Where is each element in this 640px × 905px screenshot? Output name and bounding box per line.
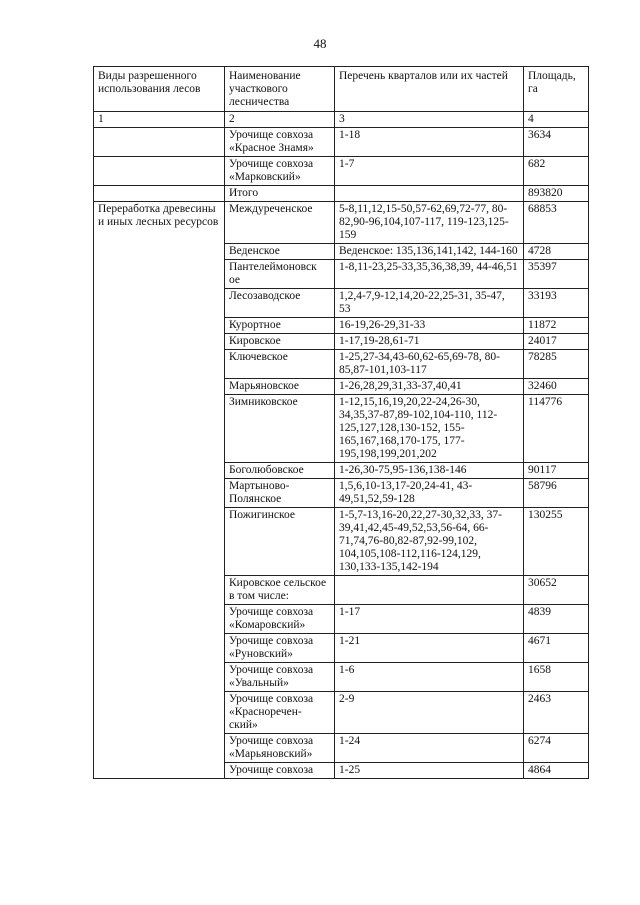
area-cell: 4864 [524, 763, 589, 779]
quarters-cell: 1-25,27-34,43-60,62-65,69-78, 80-85,87-101,103-117 [335, 350, 524, 379]
forestry-name-cell: Лесозаводское [225, 289, 335, 318]
quarters-cell: 1-18 [335, 128, 524, 157]
area-cell: 4671 [524, 634, 589, 663]
quarters-cell: 1,2,4-7,9-12,14,20-22,25-31, 35-47, 53 [335, 289, 524, 318]
forestry-name-cell: Урочище совхоза «Руновский» [225, 634, 335, 663]
quarters-cell: 5-8,11,12,15-50,57-62,69,72-77, 80-82,90-96,104,107-117, 119-123,125-159 [335, 202, 524, 244]
forestry-name-cell: Междуреченское [225, 202, 335, 244]
header-cell: Виды разрешенного использования лесов [94, 67, 225, 112]
area-cell: 30652 [524, 576, 589, 605]
quarters-cell: 1-25 [335, 763, 524, 779]
forestry-name-cell: Урочище совхоза «Марковский» [225, 157, 335, 186]
page-number: 48 [313, 36, 327, 51]
area-cell: 32460 [524, 379, 589, 395]
area-cell: 33193 [524, 289, 589, 318]
area-cell: 78285 [524, 350, 589, 379]
quarters-cell: 1-26,30-75,95-136,138-146 [335, 463, 524, 479]
numbering-row [94, 112, 589, 128]
area-cell: 4728 [524, 244, 589, 260]
forestry-name-cell: Курортное [225, 318, 335, 334]
area-cell: 114776 [524, 395, 589, 463]
header-row [94, 67, 589, 112]
use-type-cell [94, 186, 225, 202]
area-cell: 1658 [524, 663, 589, 692]
area-cell: 24017 [524, 334, 589, 350]
table-row [94, 157, 589, 186]
table-body [94, 67, 589, 779]
area-cell: 90117 [524, 463, 589, 479]
forestry-name-cell: Боголюбовское [225, 463, 335, 479]
quarters-cell [335, 576, 524, 605]
area-cell: 3634 [524, 128, 589, 157]
area-cell: 893820 [524, 186, 589, 202]
forestry-name-cell: Веденское [225, 244, 335, 260]
area-cell: 682 [524, 157, 589, 186]
header-cell: Площадь, га [524, 67, 589, 112]
quarters-cell: Веденское: 135,136,141,142, 144-160 [335, 244, 524, 260]
column-number-cell: 3 [335, 112, 524, 128]
quarters-cell: 16-19,26-29,31-33 [335, 318, 524, 334]
table-row [94, 186, 589, 202]
quarters-cell: 1-6 [335, 663, 524, 692]
area-cell: 35397 [524, 260, 589, 289]
forestry-name-cell: Мартыново-Полянское [225, 479, 335, 508]
column-number-cell: 2 [225, 112, 335, 128]
table-row [94, 128, 589, 157]
area-cell: 68853 [524, 202, 589, 244]
quarters-cell: 1-17 [335, 605, 524, 634]
forestry-name-cell: Ключевское [225, 350, 335, 379]
use-type-cell [94, 128, 225, 157]
forestry-name-cell: Урочище совхоза «Комаровский» [225, 605, 335, 634]
forestry-name-cell: Урочище совхоза «Увальный» [225, 663, 335, 692]
forest-use-table [93, 66, 589, 779]
quarters-cell: 1-21 [335, 634, 524, 663]
forestry-name-cell: Пожигинское [225, 508, 335, 576]
area-cell: 130255 [524, 508, 589, 576]
quarters-cell: 1-24 [335, 734, 524, 763]
header-cell: Наименование участкового лесничества [225, 67, 335, 112]
use-type-cell [94, 157, 225, 186]
forestry-name-cell: Пантелеймоновск ое [225, 260, 335, 289]
quarters-cell: 1-7 [335, 157, 524, 186]
column-number-cell: 4 [524, 112, 589, 128]
quarters-cell: 1-26,28,29,31,33-37,40,41 [335, 379, 524, 395]
quarters-cell: 1-12,15,16,19,20,22-24,26-30, 34,35,37-87,89-102,104-110, 112-125,127,128,130-152, 155-165,167,168,170-175, 177-195,198,199,201,202 [335, 395, 524, 463]
forestry-name-cell: Кировское сельское в том числе: [225, 576, 335, 605]
column-number-cell: 1 [94, 112, 225, 128]
forestry-name-cell: Кировское [225, 334, 335, 350]
area-cell: 6274 [524, 734, 589, 763]
area-cell: 11872 [524, 318, 589, 334]
quarters-cell: 1,5,6,10-13,17-20,24-41, 43-49,51,52,59-128 [335, 479, 524, 508]
area-cell: 2463 [524, 692, 589, 734]
quarters-cell: 1-5,7-13,16-20,22,27-30,32,33, 37-39,41,42,45-49,52,53,56-64, 66-71,74,76-80,82-87,92-99,102, 104,105,108-112,116-124,129, 130,133-135,142-194 [335, 508, 524, 576]
quarters-cell: 1-17,19-28,61-71 [335, 334, 524, 350]
table-row [94, 202, 589, 244]
use-type-cell: Переработка древесины и иных лесных ресурсов [94, 202, 225, 779]
forestry-name-cell: Зимниковское [225, 395, 335, 463]
forestry-name-cell: Урочище совхоза «Красное Знамя» [225, 128, 335, 157]
quarters-cell: 2-9 [335, 692, 524, 734]
forestry-name-cell: Урочище совхоза [225, 763, 335, 779]
area-cell: 4839 [524, 605, 589, 634]
forestry-name-cell: Урочище совхоза «Красноречен-ский» [225, 692, 335, 734]
forestry-name-cell: Урочище совхоза «Марьяновский» [225, 734, 335, 763]
quarters-cell: 1-8,11-23,25-33,35,36,38,39, 44-46,51 [335, 260, 524, 289]
forestry-name-cell: Итого [225, 186, 335, 202]
header-cell: Перечень кварталов или их частей [335, 67, 524, 112]
forestry-name-cell: Марьяновское [225, 379, 335, 395]
quarters-cell [335, 186, 524, 202]
area-cell: 58796 [524, 479, 589, 508]
